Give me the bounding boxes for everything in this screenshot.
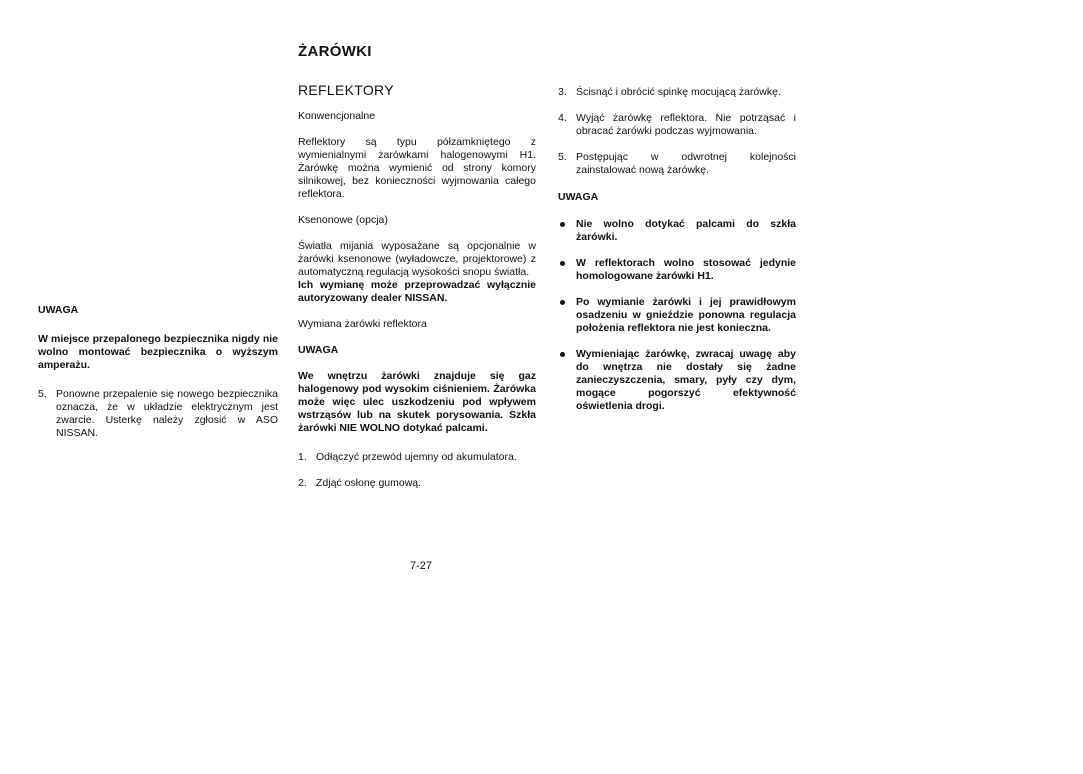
step-text: Ponowne przepalenie się nowego bezpiecznika oznacza, że w układzie elektrycznym jest zwarcie. Usterkę należy zgłosić w ASO NISSAN. bbox=[56, 388, 278, 439]
step-4 bbox=[558, 112, 796, 138]
bullet-text: W reflektorach wolno stosować jedynie homologowane żarówki H1. bbox=[576, 257, 796, 282]
warning-bullet bbox=[558, 257, 796, 283]
right-warning-label: UWAGA bbox=[558, 191, 599, 203]
middle-column bbox=[298, 84, 536, 490]
conventional-text: Reflektory są typu półzamkniętego z wymienialnymi żarówkami halogenowymi H1. Żarówkę można wymienić od strony komory silnikowej, bez konieczności wyjmowania całego reflektora. bbox=[298, 136, 536, 200]
conventional-label: Konwencjonalne bbox=[298, 110, 376, 122]
bullet-icon bbox=[558, 296, 576, 335]
step-number: 2. bbox=[298, 477, 307, 489]
step-number: 3. bbox=[558, 86, 567, 98]
bullet-icon bbox=[558, 257, 576, 283]
xenon-label: Ksenonowe (opcja) bbox=[298, 214, 388, 226]
section-title: ŻARÓWKI bbox=[298, 43, 372, 60]
replacement-label: Wymiana żarówki reflektora bbox=[298, 318, 427, 330]
left-warning-text: W miejsce przepalonego bezpiecznika nigdy nie wolno montować bezpiecznika o wyższym amperażu. bbox=[38, 333, 278, 371]
step-1 bbox=[298, 451, 536, 464]
bullet-text: Po wymianie żarówki i jej prawidłowym osadzeniu w gnieździe ponowna regulacja położenia reflektora nie jest konieczna. bbox=[576, 296, 796, 334]
bullet-icon bbox=[558, 218, 576, 244]
warning-bullet bbox=[558, 296, 796, 335]
bullet-icon bbox=[558, 348, 576, 413]
step-3 bbox=[558, 86, 796, 99]
left-column bbox=[38, 304, 278, 440]
step-text: Wyjąć żarówkę reflektora. Nie potrząsać i obracać żarówki podczas wyjmowania. bbox=[576, 112, 796, 137]
step-text: Zdjąć osłonę gumową. bbox=[316, 477, 422, 489]
warning-bullet bbox=[558, 218, 796, 244]
xenon-bold-text: Ich wymianę może przeprowadzać wyłącznie autoryzowany dealer NISSAN. bbox=[298, 279, 536, 304]
bullet-text: Nie wolno dotykać palcami do szkła żarówki. bbox=[576, 218, 796, 243]
step-number: 5. bbox=[558, 151, 567, 163]
page-number: 7-27 bbox=[410, 560, 433, 572]
step-text: Postępując w odwrotnej kolejności zainstalować nową żarówkę. bbox=[576, 151, 796, 176]
right-column bbox=[558, 86, 796, 413]
left-step-5 bbox=[38, 388, 278, 440]
step-text: Ścisnąć i obrócić spinkę mocującą żarówkę. bbox=[576, 86, 781, 98]
step-2 bbox=[298, 477, 536, 490]
step-text: Odłączyć przewód ujemny od akumulatora. bbox=[316, 451, 517, 463]
step-5 bbox=[558, 151, 796, 177]
warning-bullet bbox=[558, 348, 796, 413]
bullet-text: Wymieniając żarówkę, zwracaj uwagę aby do wnętrza nie dostały się żadne zanieczyszczenia, smary, pyły czy dym, mogące pogorszyć efektywność oświetlenia drogi. bbox=[576, 348, 796, 412]
step-number: 1. bbox=[298, 451, 307, 463]
step-number: 4. bbox=[558, 112, 567, 124]
middle-warning-text: We wnętrzu żarówki znajduje się gaz halogenowy pod wysokim ciśnieniem. Żarówka może więc ulec uszkodzeniu pod wpływem wstrząsów lub na skutek porysowania. Szkła żarówki NIE WOLNO dotykać palcami. bbox=[298, 370, 536, 434]
middle-warning-label: UWAGA bbox=[298, 344, 339, 356]
step-number: 5. bbox=[38, 388, 47, 400]
subtitle-reflektory: REFLEKTORY bbox=[298, 82, 394, 98]
left-warning-label: UWAGA bbox=[38, 304, 79, 316]
xenon-text: Światła mijania wyposażane są opcjonalnie w żarówki ksenonowe (wyładowcze, projektorowe) z automatyczną regulacją wysokości snopu światła. bbox=[298, 240, 536, 278]
